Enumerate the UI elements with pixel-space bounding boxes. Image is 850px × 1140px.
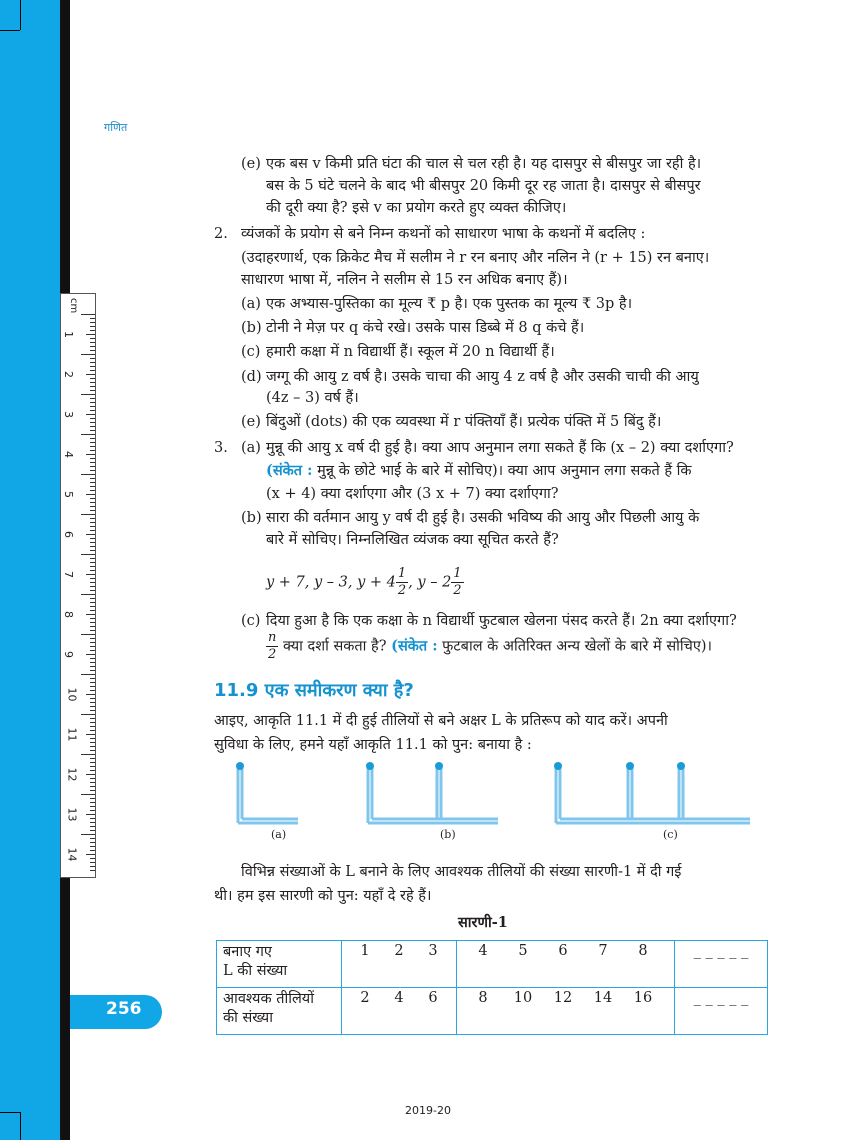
ruler-number: 10 bbox=[65, 687, 79, 702]
ruler-tick bbox=[90, 526, 95, 527]
q2-item-text: हमारी कक्षा में n विद्यार्थी हैं। स्कूल में 20 n विद्यार्थी हैं। bbox=[266, 344, 555, 360]
ruler-tick bbox=[90, 510, 95, 511]
ruler-number: 13 bbox=[65, 807, 79, 822]
ruler-tick bbox=[81, 314, 95, 315]
table-cell: 12 bbox=[553, 990, 573, 1006]
figure-label: (b) bbox=[440, 828, 456, 841]
table-cell: 2 bbox=[360, 990, 370, 1006]
ruler-tick bbox=[90, 786, 95, 787]
ruler-tick bbox=[90, 322, 95, 323]
ruler-tick bbox=[86, 734, 95, 735]
q1e-label: (e) bbox=[241, 156, 261, 172]
q2-item-label: (d) bbox=[241, 369, 262, 385]
ruler-tick bbox=[90, 346, 95, 347]
ruler-tick bbox=[90, 746, 95, 747]
ruler-tick bbox=[90, 358, 95, 359]
ruler-tick bbox=[86, 774, 95, 775]
table-cell: 6 bbox=[428, 990, 438, 1006]
ruler-tick bbox=[90, 650, 95, 651]
crop-mark bbox=[20, 0, 21, 30]
ruler-tick bbox=[90, 446, 95, 447]
ruler-tick bbox=[90, 582, 95, 583]
ruler-tick bbox=[90, 466, 95, 467]
ruler-tick bbox=[81, 794, 95, 795]
ruler-tick bbox=[90, 590, 95, 591]
ruler-tick bbox=[90, 842, 95, 843]
fraction-numerator: n bbox=[268, 630, 277, 645]
ruler-tick bbox=[90, 838, 95, 839]
ruler-tick bbox=[90, 542, 95, 543]
table-cell: 10 bbox=[513, 990, 533, 1006]
table-cell: 4 bbox=[394, 990, 404, 1006]
ruler-tick bbox=[90, 406, 95, 407]
table-cell: 1 bbox=[360, 943, 370, 959]
ruler-tick bbox=[90, 386, 95, 387]
q2-number: 2. bbox=[214, 226, 228, 242]
q2-example: (उदाहरणार्थ, एक क्रिकेट मैच में सलीम ने r रन बनाए और नलिन ने (r + 15) रन बनाए। bbox=[241, 250, 710, 266]
ruler-tick bbox=[90, 578, 95, 579]
ruler-tick bbox=[90, 378, 95, 379]
l-shape-c bbox=[556, 767, 750, 823]
ruler-tick bbox=[90, 426, 95, 427]
ruler-tick bbox=[86, 814, 95, 815]
ruler-tick bbox=[90, 778, 95, 779]
ruler-tick bbox=[90, 326, 95, 327]
ruler-tick bbox=[90, 742, 95, 743]
ruler-tick bbox=[90, 770, 95, 771]
ruler-tick bbox=[86, 854, 95, 855]
q3c-text: क्या दर्शा सकता है? bbox=[278, 638, 392, 655]
expr-part: y + 7, y – 3, y + 4 bbox=[266, 574, 396, 591]
ruler-tick bbox=[90, 330, 95, 331]
ruler-tick bbox=[90, 366, 95, 367]
table-cell: 7 bbox=[598, 943, 608, 959]
ruler-tick bbox=[81, 394, 95, 395]
ruler-tick bbox=[86, 494, 95, 495]
ruler-tick bbox=[86, 534, 95, 535]
ruler-tick bbox=[90, 530, 95, 531]
q3c-label: (c) bbox=[241, 613, 261, 629]
match-head bbox=[626, 762, 634, 770]
row-header bbox=[217, 941, 342, 988]
ruler-tick bbox=[90, 318, 95, 319]
fraction-denominator: 2 bbox=[397, 583, 407, 598]
ruler bbox=[60, 293, 96, 878]
table-cell: 14 bbox=[593, 990, 613, 1006]
table-cell: 8 bbox=[478, 990, 488, 1006]
ruler-tick bbox=[90, 762, 95, 763]
table-cell: 2 bbox=[394, 943, 404, 959]
row-header-line: की संख्या bbox=[223, 1010, 273, 1026]
crop-mark bbox=[20, 1112, 21, 1140]
ruler-tick bbox=[90, 570, 95, 571]
q3a-line-rest: मुन्नू के छोटे भाई के बारे में सोचिए)। क्या आप अनुमान लगा सकते हैं कि bbox=[312, 463, 692, 479]
ruler-tick bbox=[81, 434, 95, 435]
ruler-tick bbox=[90, 730, 95, 731]
ruler-number: 12 bbox=[65, 767, 79, 782]
ruler-tick bbox=[81, 714, 95, 715]
ruler-tick bbox=[90, 678, 95, 679]
table-cell: 5 bbox=[518, 943, 528, 959]
ruler-tick bbox=[90, 586, 95, 587]
q2-item-label: (c) bbox=[241, 344, 261, 360]
ruler-tick bbox=[90, 790, 95, 791]
ruler-tick bbox=[90, 822, 95, 823]
ruler-tick bbox=[90, 418, 95, 419]
table-cell: 8 bbox=[638, 943, 648, 959]
fraction-denominator: 2 bbox=[453, 583, 462, 598]
q2-item-text: एक अभ्यास-पुस्तिका का मूल्य ₹ p है। एक पुस्तक का मूल्य ₹ 3p है। bbox=[266, 296, 633, 312]
table-row bbox=[217, 941, 768, 988]
ruler-number: 6 bbox=[62, 531, 75, 538]
figure-label: (a) bbox=[271, 828, 287, 841]
ruler-tick bbox=[90, 498, 95, 499]
q3c-line: दिया हुआ है कि एक कक्षा के n विद्यार्थी फुटबाल खेलना पंसद करते हैं। 2n क्या दर्शाएगा? bbox=[266, 613, 737, 629]
ruler-tick bbox=[90, 810, 95, 811]
section-paragraph: थी। हम इस सारणी को पुन: यहाँ दे रहे हैं। bbox=[214, 888, 432, 904]
cell-values bbox=[348, 990, 450, 1006]
ruler-tick bbox=[81, 674, 95, 675]
side-band bbox=[0, 0, 60, 1140]
ruler-tick bbox=[90, 598, 95, 599]
ruler-tick bbox=[90, 522, 95, 523]
fraction-denominator: 2 bbox=[268, 647, 277, 662]
ruler-number: 14 bbox=[65, 847, 79, 862]
ruler-tick bbox=[81, 754, 95, 755]
fraction bbox=[266, 630, 278, 663]
ruler-tick bbox=[90, 390, 95, 391]
ruler-tick bbox=[90, 402, 95, 403]
table-row bbox=[217, 988, 768, 1035]
ruler-tick bbox=[90, 370, 95, 371]
ruler-tick bbox=[90, 486, 95, 487]
ruler-tick bbox=[90, 622, 95, 623]
cell-values bbox=[463, 990, 668, 1006]
ruler-tick bbox=[90, 438, 95, 439]
match-head bbox=[236, 762, 244, 770]
table-cell-group bbox=[457, 988, 675, 1035]
ruler-tick bbox=[90, 658, 95, 659]
row-header bbox=[217, 988, 342, 1035]
q2-item-text: टोनी ने मेज़ पर q कंचे रखे। उसके पास डिब्बे में 8 q कंचे हैं। bbox=[266, 320, 585, 336]
ruler-number: 11 bbox=[65, 727, 79, 742]
q3b-expression bbox=[266, 566, 464, 599]
ruler-number: 3 bbox=[62, 411, 75, 418]
q2-item-text: बिंदुओं (dots) की एक व्यवस्था में r पंक्तियाँ हैं। प्रत्येक पंक्ति में 5 बिंदु हैं। bbox=[266, 414, 662, 430]
ruler-tick bbox=[90, 550, 95, 551]
q2-item-label: (a) bbox=[241, 296, 261, 312]
q3c-text: फुटबाल के अतिरिक्त अन्य खेलों के बारे में सोचिए)। bbox=[437, 638, 713, 655]
ruler-tick bbox=[81, 834, 95, 835]
q3a-label: (a) bbox=[241, 440, 261, 456]
ruler-tick bbox=[81, 554, 95, 555]
ruler-tick bbox=[90, 362, 95, 363]
ruler-tick bbox=[90, 558, 95, 559]
q1e-line: एक बस v किमी प्रति घंटा की चाल से चल रही है। यह दासपुर से बीसपुर जा रही है। bbox=[266, 156, 702, 172]
crop-mark bbox=[0, 1112, 20, 1113]
q2-item-label: (b) bbox=[241, 320, 262, 336]
ruler-number: 1 bbox=[62, 331, 75, 338]
ruler-tick bbox=[90, 430, 95, 431]
ruler-tick bbox=[90, 618, 95, 619]
ruler-tick bbox=[90, 610, 95, 611]
table-cell-group bbox=[342, 988, 457, 1035]
cell-values bbox=[348, 943, 450, 959]
crop-mark bbox=[0, 30, 20, 31]
q1e-line: बस के 5 घंटे चलने के बाद भी बीसपुर 20 किमी दूर रह जाता है। दासपुर से बीसपुर bbox=[266, 178, 701, 194]
ruler-tick bbox=[90, 482, 95, 483]
ruler-number: 9 bbox=[62, 651, 75, 658]
ruler-tick bbox=[90, 562, 95, 563]
ruler-tick bbox=[90, 602, 95, 603]
ruler-tick bbox=[90, 646, 95, 647]
ruler-tick bbox=[90, 670, 95, 671]
running-header: गणित bbox=[104, 121, 128, 134]
ruler-tick bbox=[90, 806, 95, 807]
section-paragraph: सुविधा के लिए, हमने यहाँ आकृति 11.1 को पुन: बनाया है : bbox=[214, 737, 532, 753]
ruler-tick bbox=[90, 798, 95, 799]
fraction bbox=[396, 566, 408, 599]
ruler-number: 8 bbox=[62, 611, 75, 618]
hint-label: (संकेत : bbox=[391, 637, 438, 655]
ruler-tick bbox=[90, 698, 95, 699]
ruler-tick bbox=[81, 514, 95, 515]
ruler-number: 2 bbox=[62, 371, 75, 378]
ruler-tick bbox=[90, 442, 95, 443]
ruler-number: 5 bbox=[62, 491, 75, 498]
q2-example: साधारण भाषा में, नलिन ने सलीम से 15 रन अधिक बनाए हैं)। bbox=[241, 272, 568, 288]
table-cell: _ _ _ _ _ bbox=[675, 941, 768, 988]
q3a-line bbox=[266, 461, 692, 481]
q3c-line bbox=[266, 630, 712, 663]
ruler-tick bbox=[90, 858, 95, 859]
ruler-tick bbox=[90, 766, 95, 767]
q3b-line: बारे में सोचिए। निम्नलिखित व्यंजक क्या सूचित करते हैं? bbox=[266, 532, 559, 548]
ruler-tick bbox=[90, 458, 95, 459]
l-shape-b bbox=[368, 767, 498, 823]
table-cell: _ _ _ _ _ bbox=[675, 988, 768, 1035]
ruler-tick bbox=[86, 374, 95, 375]
ruler-tick bbox=[90, 410, 95, 411]
ruler-tick bbox=[90, 538, 95, 539]
footer-year: 2019-20 bbox=[405, 1104, 451, 1117]
ruler-tick bbox=[86, 454, 95, 455]
ruler-tick bbox=[90, 686, 95, 687]
ruler-tick bbox=[90, 738, 95, 739]
ruler-tick bbox=[90, 782, 95, 783]
l-shape-a bbox=[238, 767, 298, 823]
ruler-tick bbox=[90, 726, 95, 727]
row-header-line: आवश्यक तीलियों bbox=[223, 991, 314, 1007]
ruler-tick bbox=[90, 666, 95, 667]
ruler-tick bbox=[86, 574, 95, 575]
ruler-tick bbox=[86, 414, 95, 415]
ruler-tick bbox=[90, 830, 95, 831]
fraction-numerator: 1 bbox=[453, 566, 462, 581]
ruler-tick bbox=[90, 750, 95, 751]
ruler-tick bbox=[90, 462, 95, 463]
fraction bbox=[451, 566, 463, 599]
row-header-line: बनाए गए bbox=[223, 944, 272, 960]
ruler-tick bbox=[90, 342, 95, 343]
ruler-tick bbox=[86, 614, 95, 615]
q3-number: 3. bbox=[214, 440, 228, 456]
q2-intro: व्यंजकों के प्रयोग से बने निम्न कथनों को साधारण भाषा के कथनों में बदलिए : bbox=[241, 226, 646, 242]
ruler-tick bbox=[90, 450, 95, 451]
ruler-tick bbox=[90, 546, 95, 547]
fraction-numerator: 1 bbox=[397, 566, 407, 581]
q2-item-label: (e) bbox=[241, 414, 261, 430]
table-cell: 3 bbox=[428, 943, 438, 959]
ruler-tick bbox=[90, 642, 95, 643]
ruler-tick bbox=[90, 802, 95, 803]
ruler-tick bbox=[90, 382, 95, 383]
q3a-line: (x + 4) क्या दर्शाएगा और (3 x + 7) क्या दर्शाएगा? bbox=[266, 486, 559, 502]
ruler-tick bbox=[90, 478, 95, 479]
ruler-tick bbox=[90, 846, 95, 847]
section-heading: 11.9 एक समीकरण क्या है? bbox=[214, 680, 414, 701]
ruler-tick bbox=[90, 638, 95, 639]
ruler-tick bbox=[90, 338, 95, 339]
q3a-line: मुन्नू की आयु x वर्ष दी हुई है। क्या आप अनुमान लगा सकते हैं कि (x – 2) क्या दर्शाएगा? bbox=[266, 440, 734, 456]
ruler-tick bbox=[90, 702, 95, 703]
ruler-tick bbox=[90, 506, 95, 507]
section-paragraph: विभिन्न संख्याओं के L बनाने के लिए आवश्यक तीलियों की संख्या सारणी-1 में दी गई bbox=[241, 864, 682, 880]
ruler-tick bbox=[81, 474, 95, 475]
ruler-tick bbox=[90, 866, 95, 867]
ruler-tick bbox=[90, 758, 95, 759]
table-caption: सारणी-1 bbox=[458, 914, 508, 931]
ruler-tick bbox=[90, 718, 95, 719]
ruler-tick bbox=[90, 490, 95, 491]
ruler-tick bbox=[90, 518, 95, 519]
table-cell: 4 bbox=[478, 943, 488, 959]
ruler-number: 4 bbox=[62, 451, 75, 458]
matchstick-table bbox=[216, 940, 768, 1035]
cell-values bbox=[463, 943, 668, 959]
ruler-tick bbox=[90, 470, 95, 471]
table-cell: 6 bbox=[558, 943, 568, 959]
ruler-tick bbox=[90, 706, 95, 707]
ruler-tick bbox=[81, 354, 95, 355]
expr-part: , y – 2 bbox=[408, 574, 452, 591]
ruler-tick bbox=[90, 422, 95, 423]
table-cell: 16 bbox=[633, 990, 653, 1006]
ruler-number: 7 bbox=[62, 571, 75, 578]
figure-label: (c) bbox=[663, 828, 678, 841]
ruler-tick bbox=[90, 690, 95, 691]
row-header-line: L की संख्या bbox=[223, 963, 288, 979]
ruler-tick bbox=[90, 398, 95, 399]
table-cell-group bbox=[457, 941, 675, 988]
ruler-tick bbox=[90, 710, 95, 711]
section-paragraph: आइए, आकृति 11.1 में दी हुई तीलियों से बने अक्षर L के प्रतिरूप को याद करें। अपनी bbox=[214, 713, 668, 729]
ruler-tick bbox=[90, 850, 95, 851]
ruler-tick bbox=[90, 350, 95, 351]
ruler-tick bbox=[81, 634, 95, 635]
ruler-tick bbox=[90, 870, 95, 871]
match-head bbox=[677, 762, 685, 770]
match-head bbox=[435, 762, 443, 770]
ruler-tick bbox=[86, 654, 95, 655]
page-number: 256 bbox=[106, 999, 142, 1019]
ruler-tick bbox=[90, 566, 95, 567]
ruler-tick bbox=[90, 818, 95, 819]
ruler-tick bbox=[90, 826, 95, 827]
ruler-tick bbox=[90, 722, 95, 723]
hint-label: (संकेत : bbox=[266, 462, 313, 479]
match-head bbox=[366, 762, 374, 770]
q2-item-text: (4z – 3) वर्ष हैं। bbox=[266, 390, 359, 406]
ruler-tick bbox=[81, 594, 95, 595]
q3b-label: (b) bbox=[241, 510, 262, 526]
ruler-tick bbox=[90, 606, 95, 607]
ruler-tick bbox=[90, 502, 95, 503]
ruler-tick bbox=[86, 694, 95, 695]
q2-item-text: जग्गू की आयु z वर्ष है। उसके चाचा की आयु 4 z वर्ष है और उसकी चाची की आयु bbox=[266, 369, 699, 385]
q3b-line: सारा की वर्तमान आयु y वर्ष दी हुई है। उसकी भविष्य की आयु और पिछली आयु के bbox=[266, 510, 700, 526]
table-cell-group bbox=[342, 941, 457, 988]
q1e-line: की दूरी क्या है? इसे v का प्रयोग करते हुए व्यक्त कीजिए। bbox=[266, 200, 567, 216]
ruler-tick bbox=[90, 682, 95, 683]
ruler-tick bbox=[90, 626, 95, 627]
ruler-tick bbox=[90, 662, 95, 663]
ruler-tick bbox=[86, 334, 95, 335]
ruler-tick bbox=[90, 630, 95, 631]
ruler-tick bbox=[90, 862, 95, 863]
ruler-unit: cm bbox=[68, 298, 79, 314]
match-head bbox=[554, 762, 562, 770]
